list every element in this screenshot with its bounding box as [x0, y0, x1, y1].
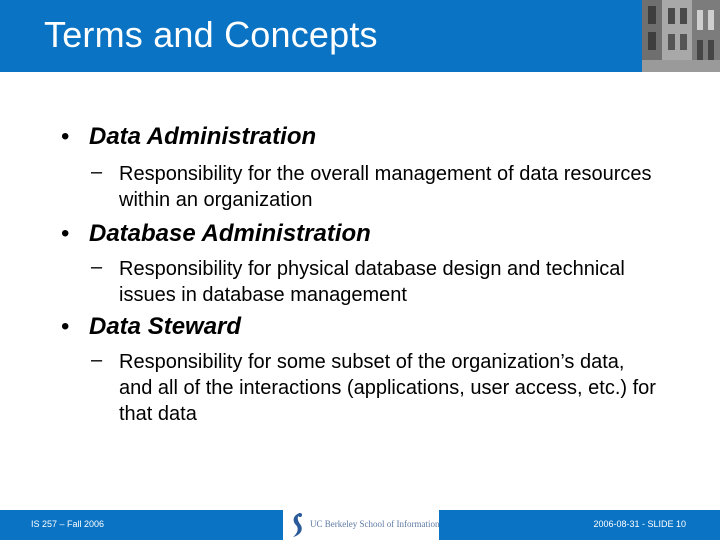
logo-mark-icon — [289, 511, 307, 539]
school-logo — [283, 510, 439, 540]
bullet-item — [61, 123, 316, 151]
course-label: IS 257 – Fall 2006 — [31, 519, 105, 529]
bullet-marker: • — [61, 123, 70, 150]
footer-bar — [0, 510, 720, 540]
bullet-heading: Database Administration — [89, 220, 371, 247]
bullet-item — [61, 220, 371, 248]
sub-bullet — [91, 256, 659, 308]
sub-bullet-text: Responsibility for physical database design and technical issues in database management — [119, 258, 625, 306]
sub-bullet — [91, 349, 659, 427]
bullet-item — [61, 313, 241, 341]
dash-marker: – — [91, 161, 103, 183]
dash-marker: – — [91, 349, 103, 371]
bullet-heading: Data Steward — [89, 313, 242, 340]
bullet-marker: • — [61, 313, 70, 340]
bullet-marker: • — [61, 220, 70, 247]
dash-marker: – — [91, 256, 103, 278]
slide-number: 2006-08-31 - SLIDE 10 — [593, 519, 686, 529]
bullet-heading: Data Administration — [89, 123, 317, 150]
sub-bullet — [91, 161, 659, 213]
sub-bullet-text: Responsibility for some subset of the organization’s data, and all of the interactions (applications, user access, etc.) for that data — [119, 351, 656, 425]
slide-title: Terms and Concepts — [44, 14, 378, 55]
sub-bullet-text: Responsibility for the overall management of data resources within an organization — [119, 163, 652, 211]
logo-text: UC Berkeley School of Information — [310, 519, 440, 529]
